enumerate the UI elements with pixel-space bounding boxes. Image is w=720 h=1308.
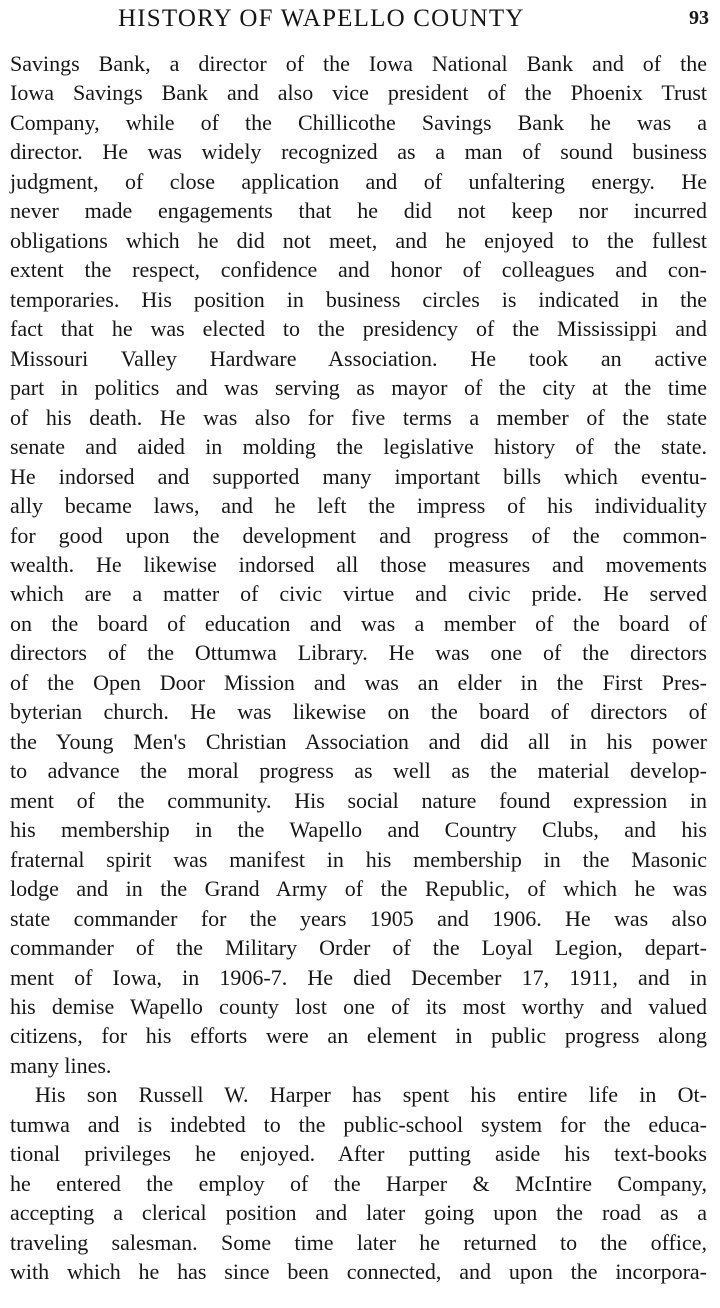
text-line: ment of Iowa, in 1906-7. He died December 17, 1911, and in <box>10 964 707 990</box>
text-line: of the Open Door Mission and was an elder in the First Pres- <box>10 669 707 695</box>
text-line: lodge and in the Grand Army of the Republic, of which he was <box>10 876 707 902</box>
text-line: director. He was widely recognized as a man of sound business <box>10 139 707 165</box>
text-line: tumwa and is indebted to the public-school system for the educa- <box>10 1111 707 1137</box>
text-line: he entered the employ of the Harper & McIntire Company, <box>10 1170 707 1196</box>
paragraph-end-line: many lines. <box>10 1052 112 1078</box>
text-line: his demise Wapello county lost one of its most worthy and valued <box>10 994 707 1019</box>
text-line: Savings Bank, a director of the Iowa National Bank and of the <box>10 51 707 76</box>
text-line: for good upon the development and progress of the common- <box>10 522 707 548</box>
text-line: with which he has since been connected, and upon the incorpora- <box>10 1259 707 1285</box>
text-line: never made engagements that he did not keep nor incurred <box>10 198 707 224</box>
text-line: ally became laws, and he left the impress of his individuality <box>10 493 707 519</box>
text-line: which are a matter of civic virtue and civic pride. He served <box>10 581 707 607</box>
text-line: commander of the Military Order of the Loyal Legion, depart- <box>10 935 707 961</box>
running-head <box>0 2 720 36</box>
text-line: senate and aided in molding the legislative history of the state. <box>10 434 707 460</box>
body-text <box>10 49 707 1287</box>
text-line: obligations which he did not meet, and he enjoyed to the fullest <box>10 227 707 253</box>
text-line: accepting a clerical position and later going upon the road as a <box>10 1200 707 1226</box>
text-line: to advance the moral progress as well as the material develop- <box>10 758 707 784</box>
text-line: the Young Men's Christian Association and did all in his power <box>10 728 707 754</box>
paragraph-start-line: His son Russell W. Harper has spent his entire life in Ot- <box>35 1082 707 1108</box>
text-line: wealth. He likewise indorsed all those measures and movements <box>10 551 707 577</box>
text-line: fact that he was elected to the presidency of the Mississippi and <box>10 316 707 342</box>
text-line: judgment, of close application and of unfaltering energy. He <box>10 168 707 194</box>
text-line: ment of the community. His social nature found expression in <box>10 787 707 813</box>
text-line: temporaries. His position in business circles is indicated in the <box>10 286 707 312</box>
text-line: Company, while of the Chillicothe Savings Bank he was a <box>10 109 707 135</box>
text-line: byterian church. He was likewise on the board of directors of <box>10 699 707 725</box>
text-line: tional privileges he enjoyed. After putting aside his text-books <box>10 1141 707 1167</box>
text-line: his membership in the Wapello and Country Clubs, and his <box>10 817 707 843</box>
text-line: of his death. He was also for five terms a member of the state <box>10 404 707 430</box>
text-line: He indorsed and supported many important bills which eventu- <box>10 463 707 489</box>
page-number: 93 <box>689 7 709 29</box>
text-line: traveling salesman. Some time later he returned to the office, <box>10 1229 707 1255</box>
text-line: fraternal spirit was manifest in his membership in the Masonic <box>10 846 707 872</box>
text-line: on the board of education and was a member of the board of <box>10 610 707 636</box>
text-line: directors of the Ottumwa Library. He was one of the directors <box>10 640 707 666</box>
text-line: Iowa Savings Bank and also vice president of the Phoenix Trust <box>10 80 707 106</box>
text-line: state commander for the years 1905 and 1906. He was also <box>10 905 707 931</box>
text-line: extent the respect, confidence and honor of colleagues and con- <box>10 257 707 283</box>
text-line: Missouri Valley Hardware Association. He took an active <box>10 345 707 371</box>
text-line: citizens, for his efforts were an element in public progress along <box>10 1023 707 1049</box>
text-line: part in politics and was serving as mayor of the city at the time <box>10 375 707 401</box>
running-title: HISTORY OF WAPELLO COUNTY <box>118 5 525 32</box>
